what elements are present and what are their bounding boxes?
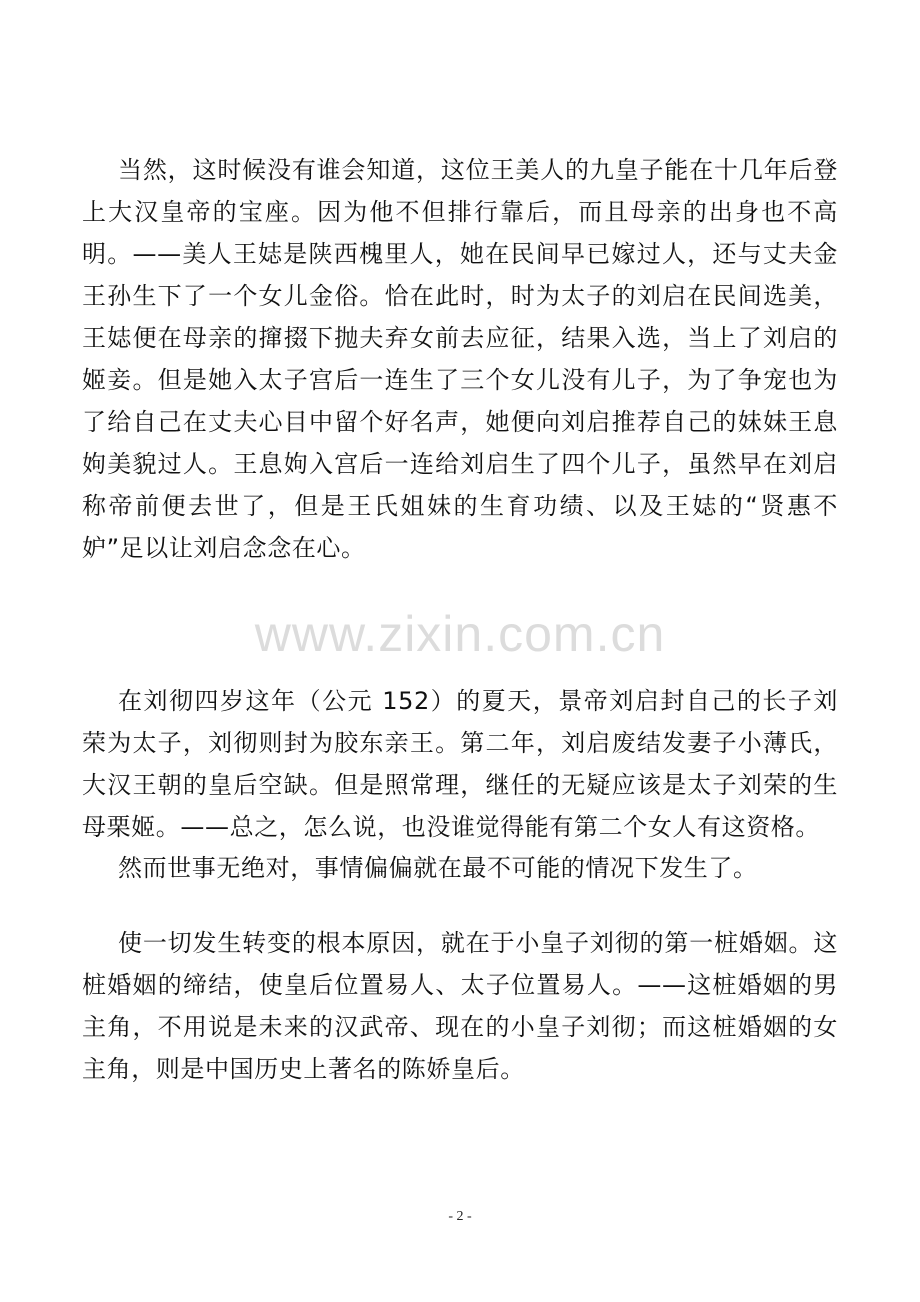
paragraph-4: 使一切发生转变的根本原因，就在于小皇子刘彻的第一桩婚姻。这桩婚姻的缔结，使皇后位置易人、太子位置易人。——这桩婚姻的男主角，不用说是未来的汉武帝、现在的小皇子刘彻；而这桩婚姻的女主角，则是中国历史上著名的陈娇皇后。 <box>82 929 838 1083</box>
watermark: www.zixin.com.cn <box>254 606 666 662</box>
paragraph-1: 当然，这时候没有谁会知道，这位王美人的九皇子能在十几年后登上大汉皇帝的宝座。因为他不但排行靠后，而且母亲的出身也不高明。——美人王娡是陕西槐里人，她在民间早已嫁过人，还与丈夫金王孙生下了一个女儿金俗。恰在此时，时为太子的刘启在民间选美，王娡便在母亲的撺掇下抛夫弃女前去应征，结果入选，当上了刘启的姬妾。但是她入太子宫后一连生了三个女儿没有儿子，为了争宠也为了给自己在丈夫心目中留个好名声，她便向刘启推荐自己的妹妹王息姁美貌过人。王息姁入宫后一连给刘启生了四个儿子，虽然早在刘启称帝前便去世了，但是王氏姐妹的生育功绩、以及王娡的“贤惠不妒”足以让刘启念念在心。 <box>82 156 838 562</box>
page-number: - 2 - <box>448 1209 472 1224</box>
paragraph-3: 然而世事无绝对，事情偏偏就在最不可能的情况下发生了。 <box>118 854 758 882</box>
paragraph-2: 在刘彻四岁这年（公元 152）的夏天，景帝刘启封自己的长子刘荣为太子，刘彻则封为胶东亲王。第二年，刘启废结发妻子小薄氏，大汉王朝的皇后空缺。但是照常理，继任的无疑应该是太子刘荣的生母栗姬。——总之，怎么说，也没谁觉得能有第二个女人有这资格。 <box>82 687 838 841</box>
